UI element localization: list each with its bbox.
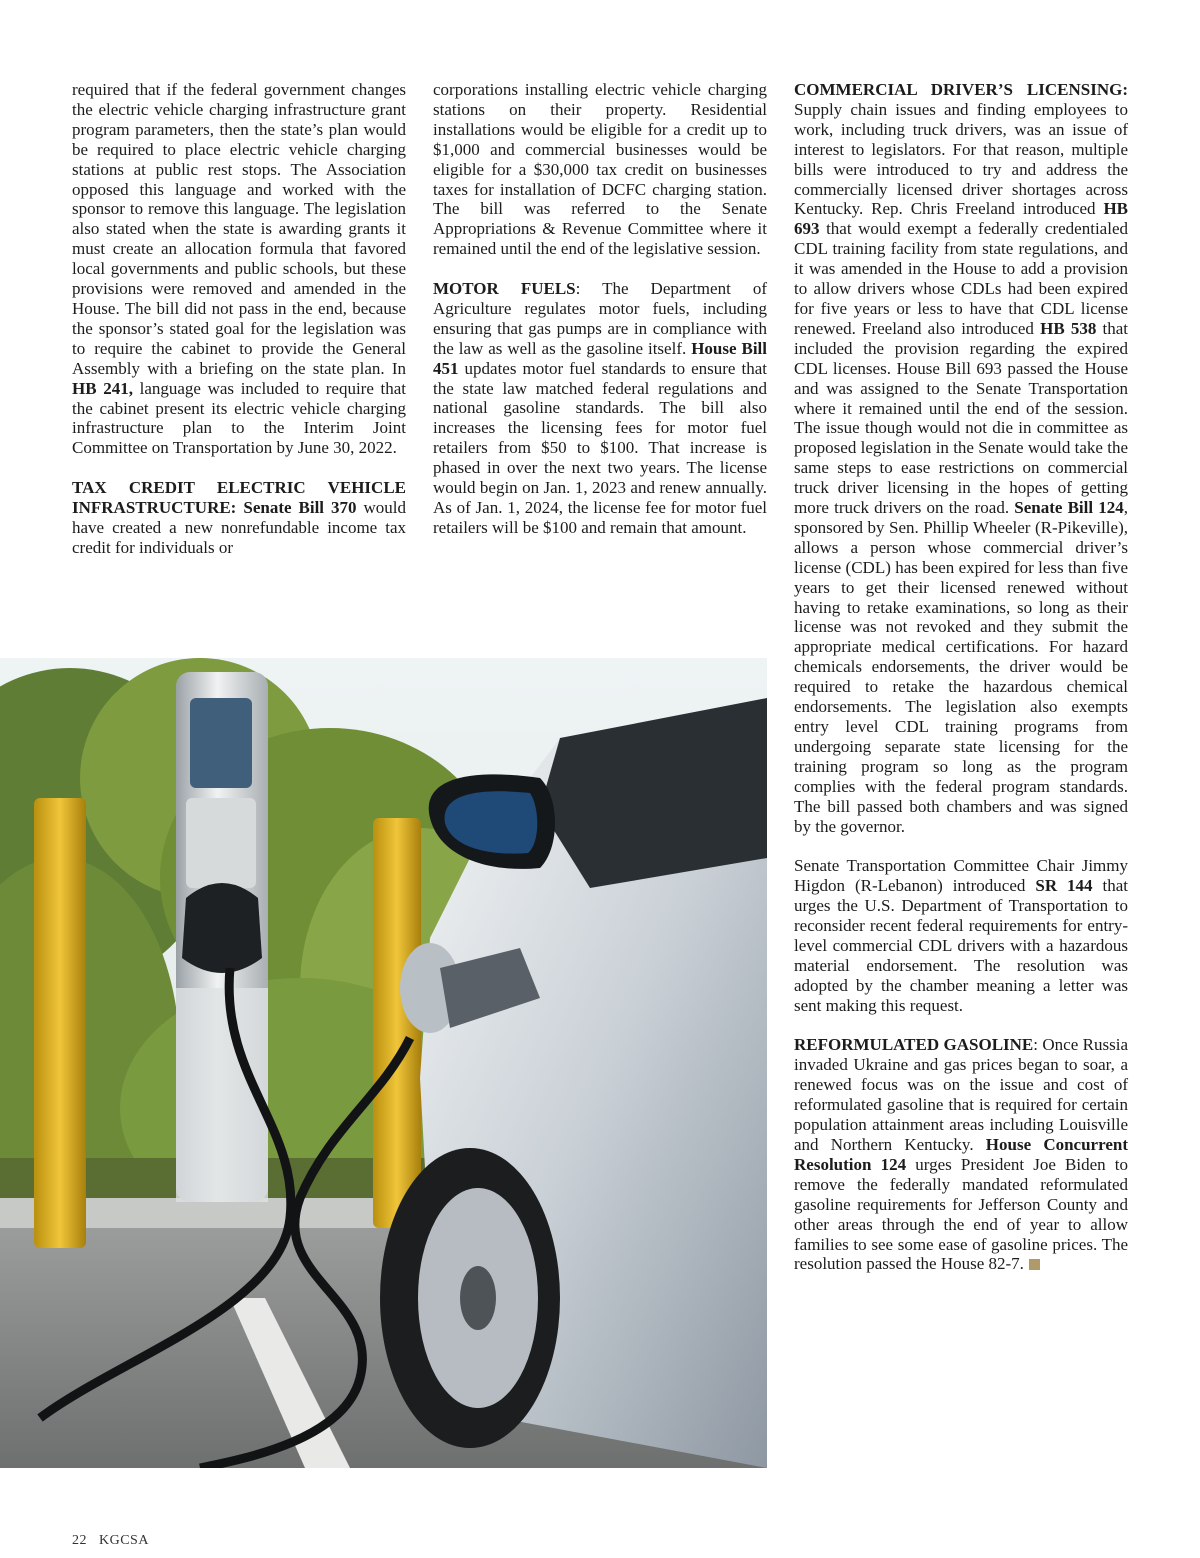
column-3 <box>794 80 1128 1274</box>
section-heading: REFORMULATED GASOLINE <box>794 1035 1034 1055</box>
bill-reference: HB 693 <box>794 199 1128 239</box>
bill-reference: Senate Bill 370 <box>243 498 357 518</box>
bill-reference: HB 241, <box>72 378 133 398</box>
paragraph: required that if the federal government changes the electric vehicle charging infrastructure grant program parameters, then the state’s plan would be required to place electric vehicle charging stations at public rest stops. The Association opposed this language and worked with the sponsor to remove this language. The legislation also stated when the state is awarding grants it must create an allocation formula that favored local governments and public schools, but these provisions were removed and amended in the House. The bill did not pass in the end, because the sponsor’s stated goal for the legislation was to require the cabinet to provide the General Assembly with a briefing on the state plan. In HB 241, language was included to require that the cabinet present its electric vehicle charging infrastructure plan to the Interim Joint Committee on Transportation by June 30, 2022. <box>72 80 407 458</box>
column-1 <box>72 80 406 558</box>
paragraph: Senate Transportation Committee Chair Jimmy Higdon (R-Lebanon) introduced SR 144 that urges the U.S. Department of Transportation to reconsider recent federal requirements for entry-level commercial CDL drivers with a hazardous material endorsement. The resolution was adopted by the chamber meaning a letter was sent making this request. <box>794 856 1128 1015</box>
paragraph: MOTOR FUELS: The Department of Agriculture regulates motor fuels, including ensuring that gas pumps are in compliance with the law as well as the gasoline itself. House Bill 451 updates motor fuel standards to ensure that the state law matched federal regulations and national gasoline standards. The bill also increases the licensing fees for motor fuel retailers from $50 to $100. That increase is phased in over the next two years. The license would begin on Jan. 1, 2023 and renew annually. As of Jan. 1, 2024, the license fee for motor fuel retailers will be $100 and remain that amount. <box>433 279 767 537</box>
publication-name: KGCSA <box>99 1533 149 1548</box>
section-heading: TAX CREDIT ELECTRIC VEHICLE INFRASTRUCTURE: <box>72 478 406 518</box>
column-2 <box>433 80 767 538</box>
page-footer <box>72 1533 161 1549</box>
bill-reference: House Concurrent Resolution 124 <box>794 1135 1129 1174</box>
ev-charging-photo <box>0 658 767 1468</box>
paragraph: TAX CREDIT ELECTRIC VEHICLE INFRASTRUCTURE: Senate Bill 370 would have created a new nonrefundable income tax credit for individuals or <box>72 478 407 557</box>
bill-reference: Senate Bill 124 <box>1014 498 1124 518</box>
paragraph: COMMERCIAL DRIVER’S LICENSING: Supply chain issues and finding employees to work, including truck drivers, was an issue of interest to legislators. For that reason, multiple bills were introduced to try and address the commercially licensed driver shortages across Kentucky. Rep. Chris Freeland introduced HB 693 that would exempt a federally credentialed CDL training facility from state regulations, and it was amended in the House to add a provision to allow drivers whose CDLs had been expired for five years or less to have that CDL license renewed. Freeland also introduced HB 538 that included the provision regarding the expired CDL licenses. House Bill 693 passed the House and was assigned to the Senate Transportation where it remained until the end of the session. The issue though would not die in committee as proposed legislation in the Senate would take the same steps to ease restrictions on commercial truck driver licensing in the hopes of getting more truck drivers on the road. Senate Bill 124, sponsored by Sen. Phillip Wheeler (R-Pikeville), allows a person whose commercial driver’s license (CDL) has been expired for less than five years to get their licensed renewed without having to retake examinations, so long as their license was not revoked and they submit the appropriate medical certifications. For hazard chemicals endorsements, the driver would be required to retake the hazardous chemical endorsements. The legislation also exempts entry level CDL training programs from undergoing separate state licensing for the training program so long as the program complies with the federal program standards. The bill passed both chambers and was signed by the governor. <box>794 80 1129 836</box>
ev-charging-illustration <box>0 658 767 1468</box>
paragraph: corporations installing electric vehicle charging stations on their property. Residential installations would be eligible for a credit up to $1,000 and commercial businesses would be eligible for a $30,000 tax credit on businesses taxes for installation of DCFC charging station. The bill was referred to the Senate Appropriations & Revenue Committee where it remained until the end of the legislative session. <box>433 80 767 259</box>
page-number: 22 <box>72 1533 87 1548</box>
section-heading: MOTOR FUELS <box>433 279 576 299</box>
end-of-article-mark <box>1029 1259 1040 1270</box>
paragraph: REFORMULATED GASOLINE: Once Russia invaded Ukraine and gas prices began to soar, a renewed focus was on the issue and cost of reformulated gasoline that is required for certain population attainment areas including Louisville and Northern Kentucky. House Concurrent Resolution 124 urges President Joe Biden to remove the federally mandated reformulated gasoline requirements for Jefferson County and other areas through the end of year to allow families to see some ease of gasoline prices. The resolution passed the House 82-7. <box>794 1035 1129 1274</box>
bill-reference: House Bill 451 <box>433 338 767 378</box>
bill-reference: SR 144 <box>1035 876 1093 896</box>
bill-reference: HB 538 <box>1040 318 1097 338</box>
section-heading: COMMERCIAL DRIVER’S LICENSING: <box>794 80 1128 99</box>
